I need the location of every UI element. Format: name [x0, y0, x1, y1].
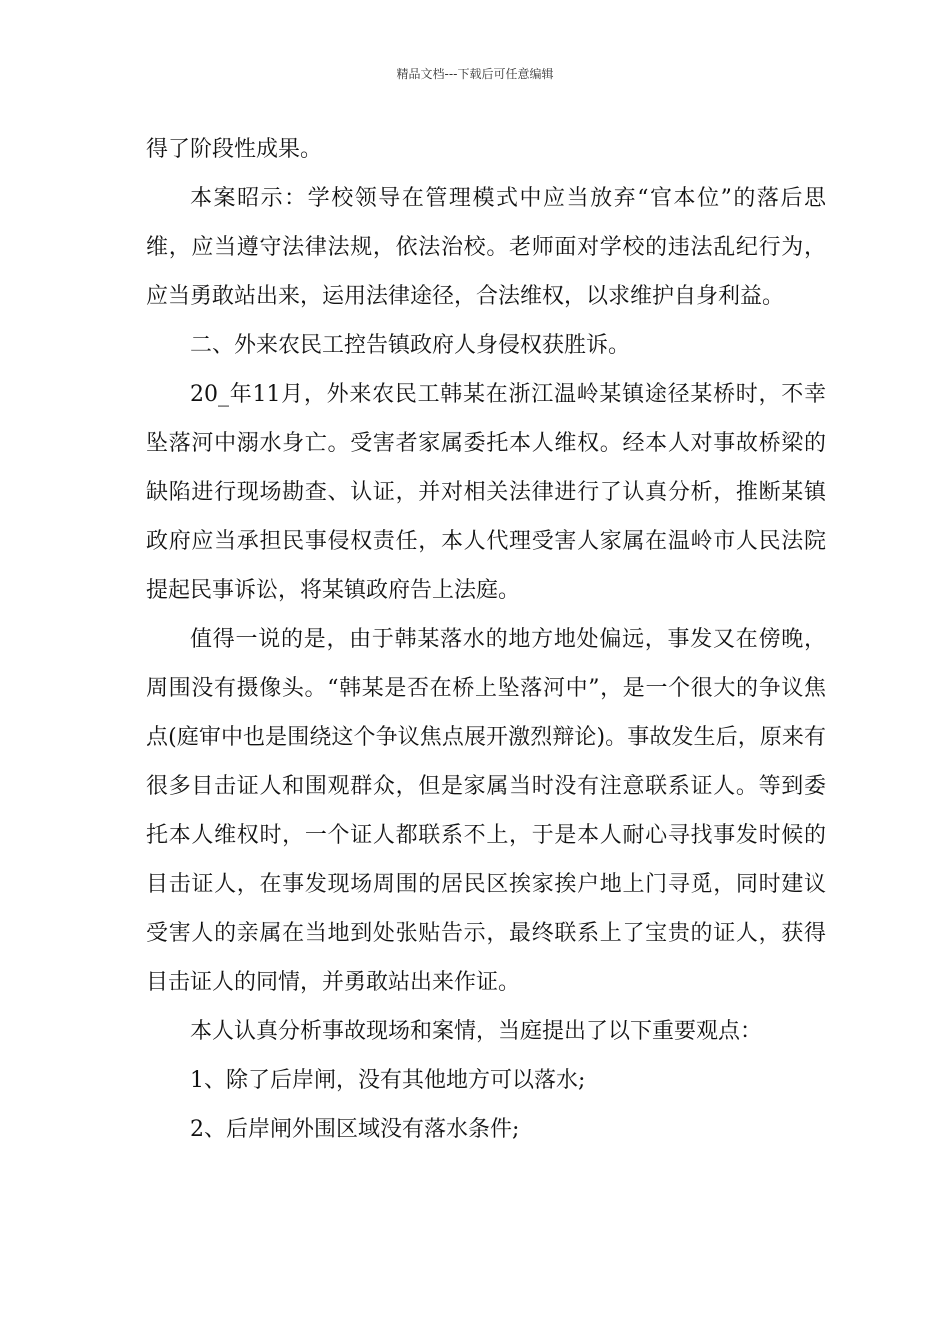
section-heading: 二、外来农民工控告镇政府人身侵权获胜诉。 [190, 333, 631, 358]
document-body [146, 125, 826, 1154]
paragraph-3: 20_年11月，外来农民工韩某在浙江温岭某镇途径某桥时，不幸坠落河中溺水身亡。受害者家属委托本人维权。经本人对事故桥梁的缺陷进行现场勘查、认证，并对相关法律进行了认真分析，推断某镇政府应当承担民事侵权责任，本人代理受害人家属在温岭市人民法院提起民事诉讼，将某镇政府告上法庭。 [146, 382, 826, 603]
paragraph-5: 本人认真分析事故现场和案情，当庭提出了以下重要观点： [190, 1019, 763, 1044]
list-item-1: 1、除了后岸闸，没有其他地方可以落水; [190, 1068, 586, 1093]
page-header: 精品文档---下载后可任意编辑 [396, 67, 554, 81]
paragraph-2: 本案昭示：学校领导在管理模式中应当放弃“官本位”的落后思维，应当遵守法律法规，依法治校。老师面对学校的违法乱纪行为，应当勇敢站出来，运用法律途径，合法维权，以求维护自身利益。 [146, 186, 826, 309]
paragraph-1: 得了阶段性成果。 [146, 137, 323, 162]
list-item-2: 2、后岸闸外围区域没有落水条件; [190, 1117, 520, 1142]
paragraph-4: 值得一说的是，由于韩某落水的地方地处偏远，事发又在傍晚，周围没有摄像头。“韩某是否在桥上坠落河中”，是一个很大的争议焦点(庭审中也是围绕这个争议焦点展开激烈辩论)。事故发生后，原来有很多目击证人和围观群众，但是家属当时没有注意联系证人。等到委托本人维权时，一个证人都联系不上，于是本人耐心寻找事发时候的目击证人，在事发现场周围的居民区挨家挨户地上门寻觅，同时建议受害人的亲属在当地到处张贴告示，最终联系上了宝贵的证人，获得目击证人的同情，并勇敢站出来作证。 [146, 627, 826, 995]
